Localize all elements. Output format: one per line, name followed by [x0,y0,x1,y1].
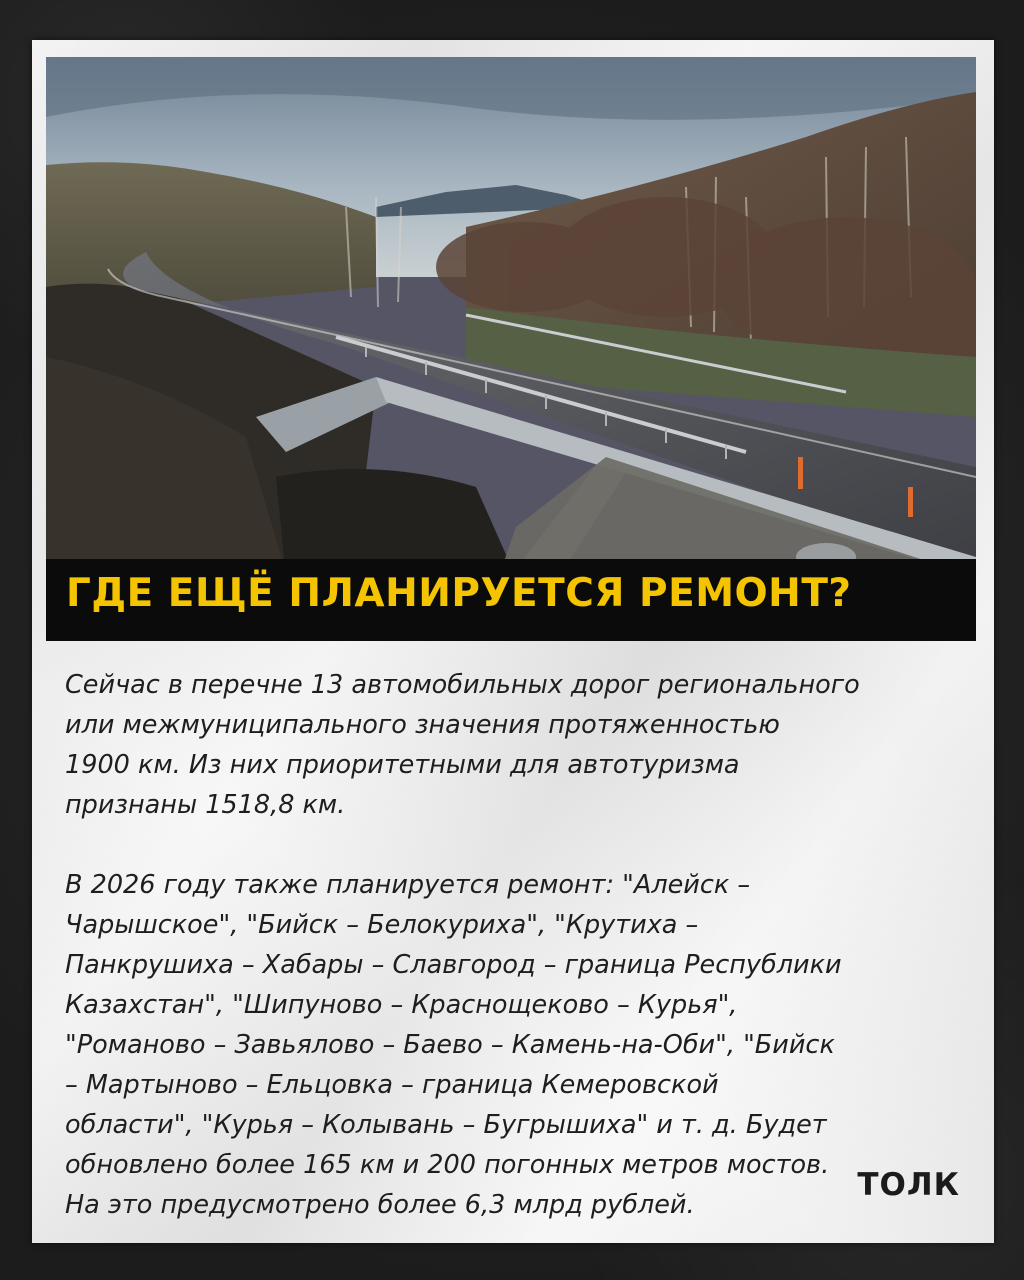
headline: ГДЕ ЕЩЁ ПЛАНИРУЕТСЯ РЕМОНТ? [66,571,852,616]
paragraph-repair-list: В 2026 году также планируется ремонт: "Алейск – Чарышское", "Бийск – Белокуриха", "Крутиха – Панкрушиха – Хабары – Славгород – граница Республики Казахстан", "Шипуново – Краснощеково – Курья", "Романово – Завьялово – Баево – Камень-на-Оби", "Бийск – Мартыново – Ельцовка – граница Кемеровской области", "Курья – Колывань – Бугрышиха" и т. д. Будет обновлено более 165 км и 200 погонных метров мостов. На это предусмотрено более 6,3 млрд рублей. [65,870,842,1220]
tolk-logo: ТОЛК [857,1167,960,1203]
headline-bar [46,559,976,641]
paragraph-intro: Сейчас в перечне 13 автомобильных дорог регионального или межмуниципального значения протяженностью 1900 км. Из них приоритетными для автотуризма признаны 1518,8 км. [65,670,860,820]
poster-card [32,40,994,1243]
road-bridge-photo [46,57,976,641]
article-body [65,665,980,1225]
